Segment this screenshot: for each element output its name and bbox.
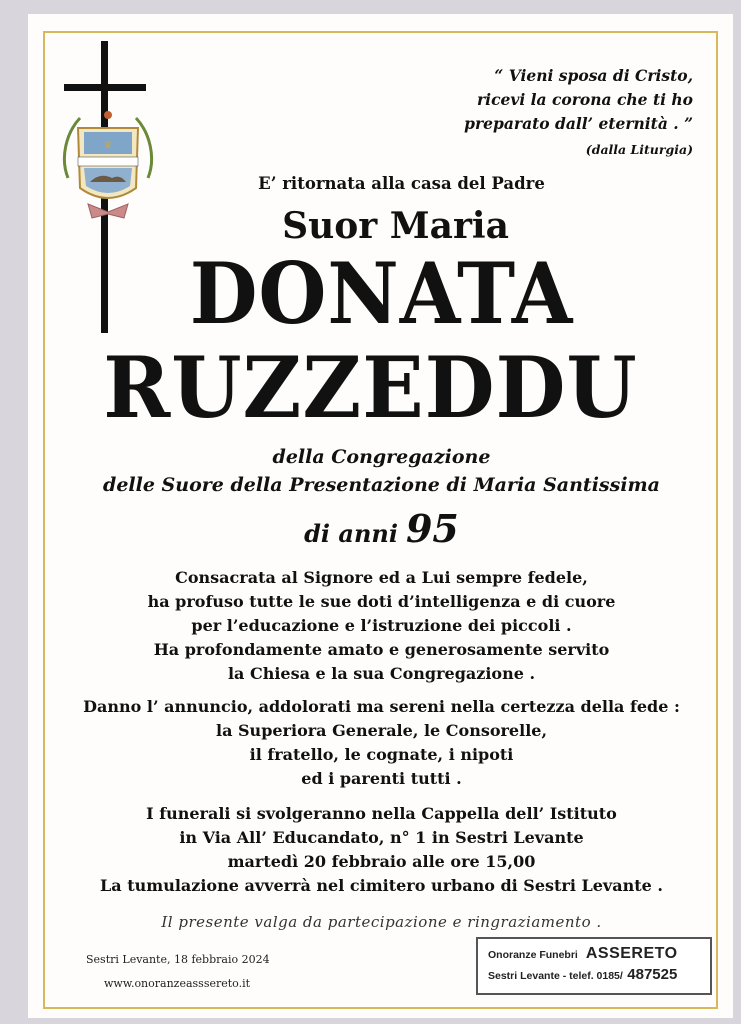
tribute-line: Consacrata al Signore ed a Lui sempre fedele, bbox=[175, 568, 588, 587]
footer bbox=[86, 948, 270, 996]
tribute-line: la Chiesa e la sua Congregazione . bbox=[227, 664, 536, 683]
closing-note: Il presente valga da partecipazione e ringraziamento . bbox=[161, 913, 602, 931]
last-name: RUZZEDDU bbox=[103, 338, 638, 437]
stamp-phone-label: Sestri Levante - telef. 0185/ bbox=[488, 970, 623, 982]
age-value: 95 bbox=[405, 506, 459, 551]
first-name: DONATA bbox=[189, 244, 574, 343]
quote-source: (dalla Liturgia) bbox=[585, 142, 693, 157]
quote-line: “ Vieni sposa di Cristo, bbox=[494, 66, 693, 85]
mourners-line: la Superiora Generale, le Consorelle, bbox=[215, 721, 548, 740]
stamp-phone-number: 487525 bbox=[627, 966, 678, 983]
liturgy-quote bbox=[393, 64, 693, 162]
cross-bar bbox=[64, 84, 146, 91]
stamp-label: Onoranze Funebri bbox=[488, 949, 578, 961]
funeral-line: martedì 20 febbraio alle ore 15,00 bbox=[227, 852, 536, 871]
funeral-home-stamp bbox=[476, 937, 712, 995]
funeral-line: in Via All’ Educandato, n° 1 in Sestri Levante bbox=[179, 828, 584, 847]
stamp-brand: ASSERETO bbox=[585, 945, 678, 962]
tribute-paragraph bbox=[44, 566, 719, 686]
mourners-line: il fratello, le cognate, i nipoti bbox=[249, 745, 514, 764]
tribute-line: ha profuso tutte le sue doti d’intelligenza e di cuore bbox=[147, 592, 616, 611]
svg-text:♛: ♛ bbox=[103, 140, 113, 151]
quote-line: preparato dall’ eternità . ” bbox=[464, 114, 693, 133]
funeral-line: I funerali si svolgeranno nella Cappella dell’ Istituto bbox=[146, 804, 617, 823]
age-label: di anni bbox=[304, 519, 398, 548]
tribute-line: per l’educazione e l’istruzione dei piccoli . bbox=[191, 616, 572, 635]
quote-line: ricevi la corona che ti ho bbox=[477, 90, 693, 109]
religious-title: Suor Maria bbox=[282, 205, 509, 247]
mourners-line: Danno l’ annuncio, addolorati ma sereni nella certezza della fede : bbox=[83, 697, 680, 716]
tribute-line: Ha profondamente amato e generosamente servito bbox=[153, 640, 610, 659]
place-date: Sestri Levante, 18 febbraio 2024 bbox=[86, 953, 270, 966]
congregation bbox=[44, 443, 719, 499]
funeral-line: La tumulazione avverrà nel cimitero urbano di Sestri Levante . bbox=[100, 876, 663, 895]
website-link[interactable]: www.onoranzeasssereto.it bbox=[104, 977, 251, 990]
funeral-details bbox=[44, 802, 719, 898]
congregation-line: delle Suore della Presentazione di Maria Santissima bbox=[103, 474, 660, 496]
mourners-line: ed i parenti tutti . bbox=[301, 769, 462, 788]
congregation-line: della Congregazione bbox=[272, 446, 491, 468]
returned-heading: E’ ritornata alla casa del Padre bbox=[258, 174, 545, 193]
mourners-paragraph bbox=[44, 695, 719, 791]
age bbox=[44, 506, 719, 551]
